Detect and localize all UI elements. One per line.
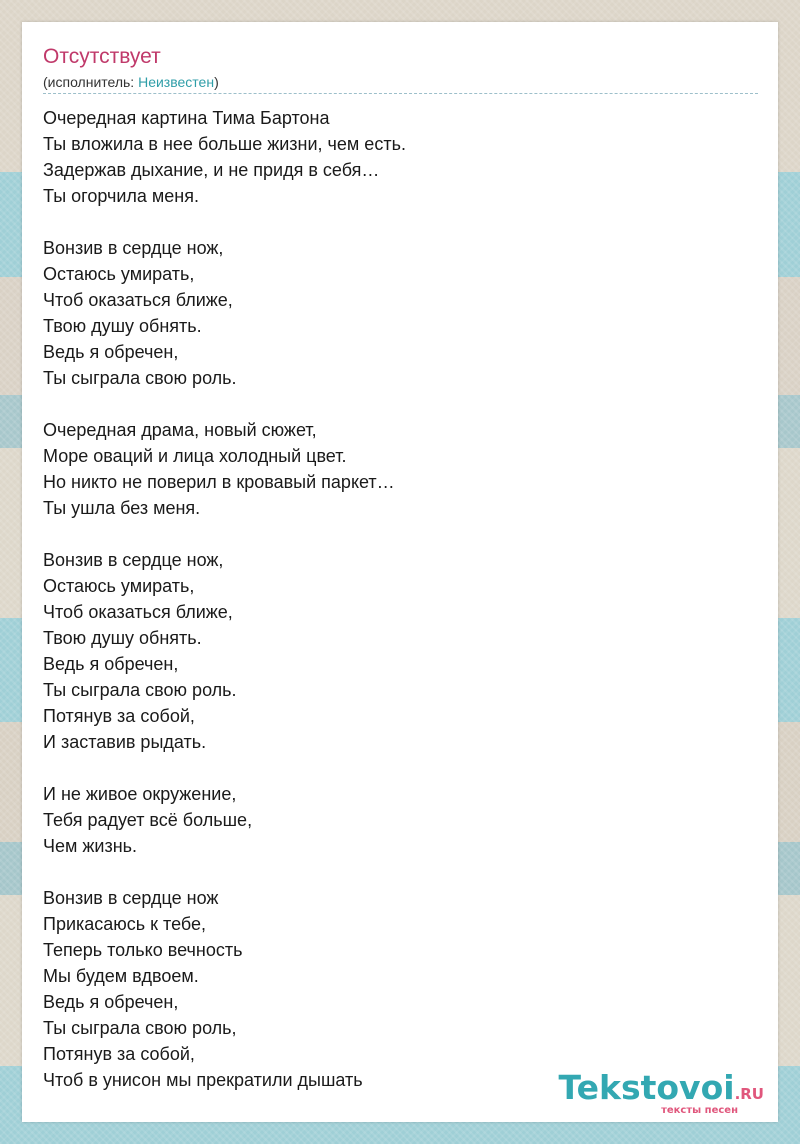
lyric-line: Задержав дыхание, и не придя в себя… xyxy=(43,160,380,180)
lyric-line: Очередная драма, новый сюжет, xyxy=(43,420,317,440)
artist-link[interactable]: Неизвестен xyxy=(138,74,215,90)
lyric-line: Твою душу обнять. xyxy=(43,316,202,336)
lyric-line: Остаюсь умирать, xyxy=(43,576,195,596)
lyric-line: Вонзив в сердце нож, xyxy=(43,238,224,258)
logo-tld: .RU xyxy=(734,1085,764,1103)
lyric-line: Море оваций и лица холодный цвет. xyxy=(43,446,347,466)
lyric-line: Чем жизнь. xyxy=(43,836,138,856)
lyric-line: Мы будем вдвоем. xyxy=(43,966,199,986)
stanza xyxy=(43,235,758,391)
lyric-line: Ты вложила в нее больше жизни, чем есть. xyxy=(43,134,406,154)
lyric-line: Очередная картина Тима Бартона xyxy=(43,108,330,128)
site-logo[interactable] xyxy=(558,1068,764,1116)
lyrics-sheet xyxy=(22,22,778,1122)
lyric-line: Ты огорчила меня. xyxy=(43,186,199,206)
lyric-line: Ты сыграла свою роль. xyxy=(43,680,237,700)
artist-suffix: ) xyxy=(214,74,219,90)
lyric-line: Потянув за собой, xyxy=(43,1044,195,1064)
lyric-line: Теперь только вечность xyxy=(43,940,243,960)
lyric-line: Вонзив в сердце нож, xyxy=(43,550,224,570)
lyric-line: Ведь я обречен, xyxy=(43,654,179,674)
song-title: Отсутствует xyxy=(43,45,161,68)
lyric-line: И не живое окружение, xyxy=(43,784,237,804)
lyric-line: Чтоб оказаться ближе, xyxy=(43,602,233,622)
lyric-line: Прикасаюсь к тебе, xyxy=(43,914,207,934)
lyric-line: Остаюсь умирать, xyxy=(43,264,195,284)
stanza xyxy=(43,105,758,209)
lyric-line: Ведь я обречен, xyxy=(43,992,179,1012)
lyric-line: Чтоб оказаться ближе, xyxy=(43,290,233,310)
stanza xyxy=(43,781,758,859)
lyric-line: Вонзив в сердце нож xyxy=(43,888,219,908)
lyric-line: Но никто не поверил в кровавый паркет… xyxy=(43,472,395,492)
stanza xyxy=(43,417,758,521)
lyric-line: Ты ушла без меня. xyxy=(43,498,201,518)
lyric-line: Ты сыграла свою роль, xyxy=(43,1018,237,1038)
logo-tagline: тексты песен xyxy=(661,1105,738,1116)
lyrics-body xyxy=(43,105,758,1119)
lyric-line: Твою душу обнять. xyxy=(43,628,202,648)
stanza xyxy=(43,547,758,755)
lyric-line: Тебя радует всё больше, xyxy=(43,810,253,830)
lyric-line: И заставив рыдать. xyxy=(43,732,207,752)
artist-prefix: (исполнитель: xyxy=(43,74,139,90)
artist-line xyxy=(43,73,219,91)
lyric-line: Ты сыграла свою роль. xyxy=(43,368,237,388)
lyric-line: Потянув за собой, xyxy=(43,706,195,726)
lyric-line: Ведь я обречен, xyxy=(43,342,179,362)
lyric-line: Чтоб в унисон мы прекратили дышать xyxy=(43,1070,363,1090)
stanza xyxy=(43,885,758,1093)
title-divider xyxy=(43,93,758,94)
logo-text: Tekstovoi xyxy=(558,1068,735,1107)
